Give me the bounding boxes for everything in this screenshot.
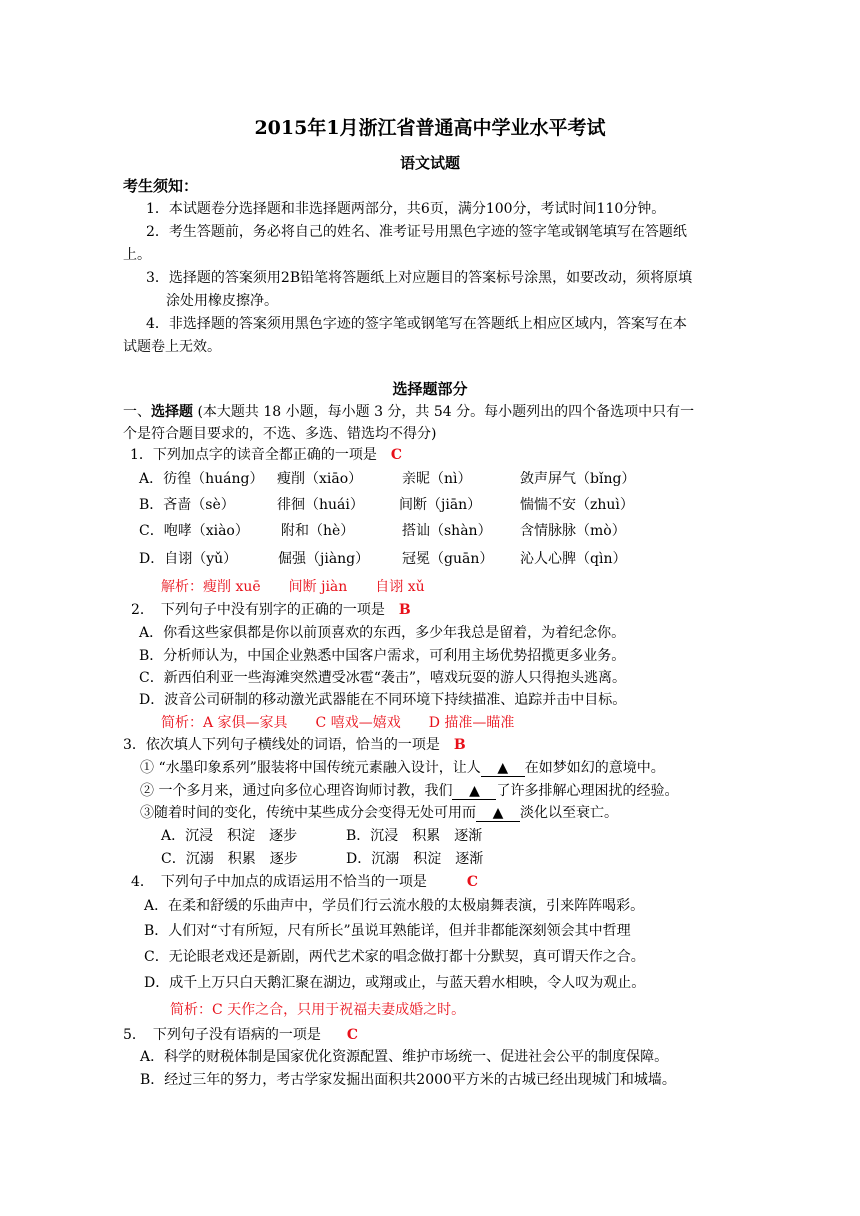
q1-cell: 亲昵（nì）: [402, 471, 472, 487]
q4-option: A．在柔和舒缓的乐曲声中，学员们行云流水般的太极扇舞表演，引来阵阵喝彩。: [144, 898, 645, 914]
q3-sentence-1: [140, 758, 665, 778]
q2-analysis: 简析：A 家俱—家具 C 嘻戏—嬉戏 D 描准—瞄准: [161, 715, 515, 731]
q1-stem-text: 1．下列加点字的读音全都正确的一项是: [130, 447, 377, 463]
q3-s3-tail: 淡化以至衰亡。: [520, 805, 618, 821]
notice-item: 涂处用橡皮擦净。: [166, 293, 278, 309]
q3-s2-tail: 了许多排解心理困扰的经验。: [496, 783, 679, 799]
q5-answer: C: [346, 1027, 359, 1043]
q5-stem-text: 5． 下列句子没有语病的一项是: [123, 1027, 321, 1043]
notice-heading: 考生须知：: [123, 177, 199, 195]
q1-cell: 惴惴不安（zhuì）: [520, 497, 634, 513]
q1-cell: 倔强（jiàng）: [278, 551, 370, 567]
q3-sentence-3: [140, 803, 618, 823]
q1-cell: 附和（hè）: [281, 523, 355, 539]
q5-option: A．科学的财税体制是国家优化资源配置、维护市场统一、促进社会公平的制度保障。: [140, 1049, 669, 1065]
exam-title: 2015年1月浙江省普通高中学业水平考试: [254, 117, 606, 139]
q3-s3-text: ③随着时间的变化，传统中某些成分会变得无处可用而: [140, 805, 476, 821]
q4-answer: C: [466, 874, 479, 890]
q3-option: C．沉溺 积累 逐步: [161, 851, 298, 867]
section-title: 选择题部分: [392, 380, 468, 398]
q1-cell: 瘦削（xiāo）: [277, 471, 363, 487]
q3-option: D．沉溺 积淀 逐渐: [346, 851, 484, 867]
q4-option: B．人们对“寸有所短，尺有所长”虽说耳熟能详，但并非都能深刻领会其中哲理: [144, 923, 631, 939]
notice-item: 试题卷上无效。: [123, 339, 221, 355]
q1-answer: C: [390, 447, 403, 463]
q5-stem: [123, 1025, 358, 1045]
blank-triangle: ▲: [476, 805, 520, 822]
blank-triangle: ▲: [452, 783, 496, 800]
q3-s1-text: ① “水墨印象系列”服装将中国传统元素融入设计，让人: [140, 760, 481, 776]
q4-stem: [131, 872, 478, 892]
q3-answer: B: [453, 737, 466, 753]
notice-item: 上。: [123, 247, 151, 263]
section-prefix: 一、: [123, 404, 151, 420]
q1-cell: A．彷徨（huáng）: [139, 471, 264, 487]
q1-analysis: 解析：瘦削 xuē 间断 jiàn 自诩 xǔ: [161, 579, 425, 595]
q1-cell: 徘徊（huái）: [277, 497, 364, 513]
q1-cell: 敛声屏气（bǐng）: [520, 471, 636, 487]
q2-stem: [131, 600, 411, 620]
q3-s2-text: ② 一个多月来，通过向多位心理咨询师讨教，我们: [140, 783, 453, 799]
q2-option: B．分析师认为，中国企业熟悉中国客户需求，可利用主场优势招揽更多业务。: [139, 648, 626, 664]
q3-stem-text: 3．依次填人下列句子横线处的词语，恰当的一项是: [123, 737, 440, 753]
q3-s1-tail: 在如梦如幻的意境中。: [524, 760, 665, 776]
section-heading: [123, 402, 694, 422]
section-desc: (本大题共 18 小题，每小题 3 分，共 54 分。每小题列出的四个备选项中只有一: [193, 404, 695, 420]
q2-option: D．波音公司研制的移动激光武器能在不同环境下持续描准、追踪并击中目标。: [139, 692, 627, 708]
q4-stem-text: 4． 下列句子中加点的成语运用不恰当的一项是: [131, 874, 427, 890]
q4-option: D．成千上万只白天鹅汇聚在湖边，或翔或止，与蓝天碧水相映，令人叹为观止。: [144, 975, 646, 991]
q3-option: B．沉浸 积累 逐渐: [346, 828, 483, 844]
blank-triangle: ▲: [481, 760, 525, 777]
q2-stem-text: 2． 下列句子中没有别字的正确的一项是: [131, 602, 385, 618]
q2-answer: B: [398, 602, 411, 618]
notice-item: 2．考生答题前，务必将自己的姓名、准考证号用黑色字迹的签字笔或钢笔填写在答题纸: [146, 224, 687, 240]
q1-cell: D．自诩（yǔ）: [139, 551, 238, 567]
q1-cell: 冠冕（guān）: [402, 551, 494, 567]
q1-cell: 含情脉脉（mò）: [520, 523, 626, 539]
exam-subtitle: 语文试题: [399, 154, 460, 172]
q4-option: C．无论眼老戏还是新剧，两代艺术家的唱念做打都十分默契，真可谓天作之合。: [144, 949, 645, 965]
q1-cell: 搭讪（shàn）: [402, 523, 492, 539]
q2-option: A．你看这些家俱都是你以前顶喜欢的东西，多少年我总是留着，为着纪念你。: [139, 625, 626, 641]
notice-item: 4．非选择题的答案须用黑色字迹的签字笔或钢笔写在答题纸上相应区域内，答案写在本: [146, 316, 687, 332]
q4-analysis: 简析：C 天作之合，只用于祝福夫妻成婚之时。: [170, 1002, 466, 1018]
q1-stem: [130, 445, 402, 465]
notice-item: 3．选择题的答案须用2B铅笔将答题纸上对应题目的答案标号涂黑，如要改动，须将原填: [146, 270, 693, 286]
q1-cell: 间断（jiān）: [399, 497, 482, 513]
section-label: 选择题: [151, 404, 193, 420]
q3-option: A．沉浸 积淀 逐步: [161, 828, 298, 844]
section-desc-line2: 个是符合题目要求的，不选、多选、错选均不得分): [123, 426, 437, 442]
q1-cell: 沁人心脾（qìn）: [520, 551, 627, 567]
notice-item: 1．本试题卷分选择题和非选择题两部分，共6页，满分100分，考试时间110分钟。: [146, 201, 666, 217]
q1-cell: C．咆哮（xiào）: [139, 523, 249, 539]
q5-option: B．经过三年的努力，考古学家发掘出面积共2000平方米的古城已经出现城门和城墙。: [140, 1072, 676, 1088]
q2-option: C．新西伯利亚一些海滩突然遭受冰雹“袭击”，嘻戏玩耍的游人只得抱头逃离。: [139, 670, 627, 686]
q3-sentence-2: [140, 781, 678, 801]
q1-cell: B．吝啬（sè）: [139, 497, 235, 513]
q3-stem: [123, 735, 466, 755]
